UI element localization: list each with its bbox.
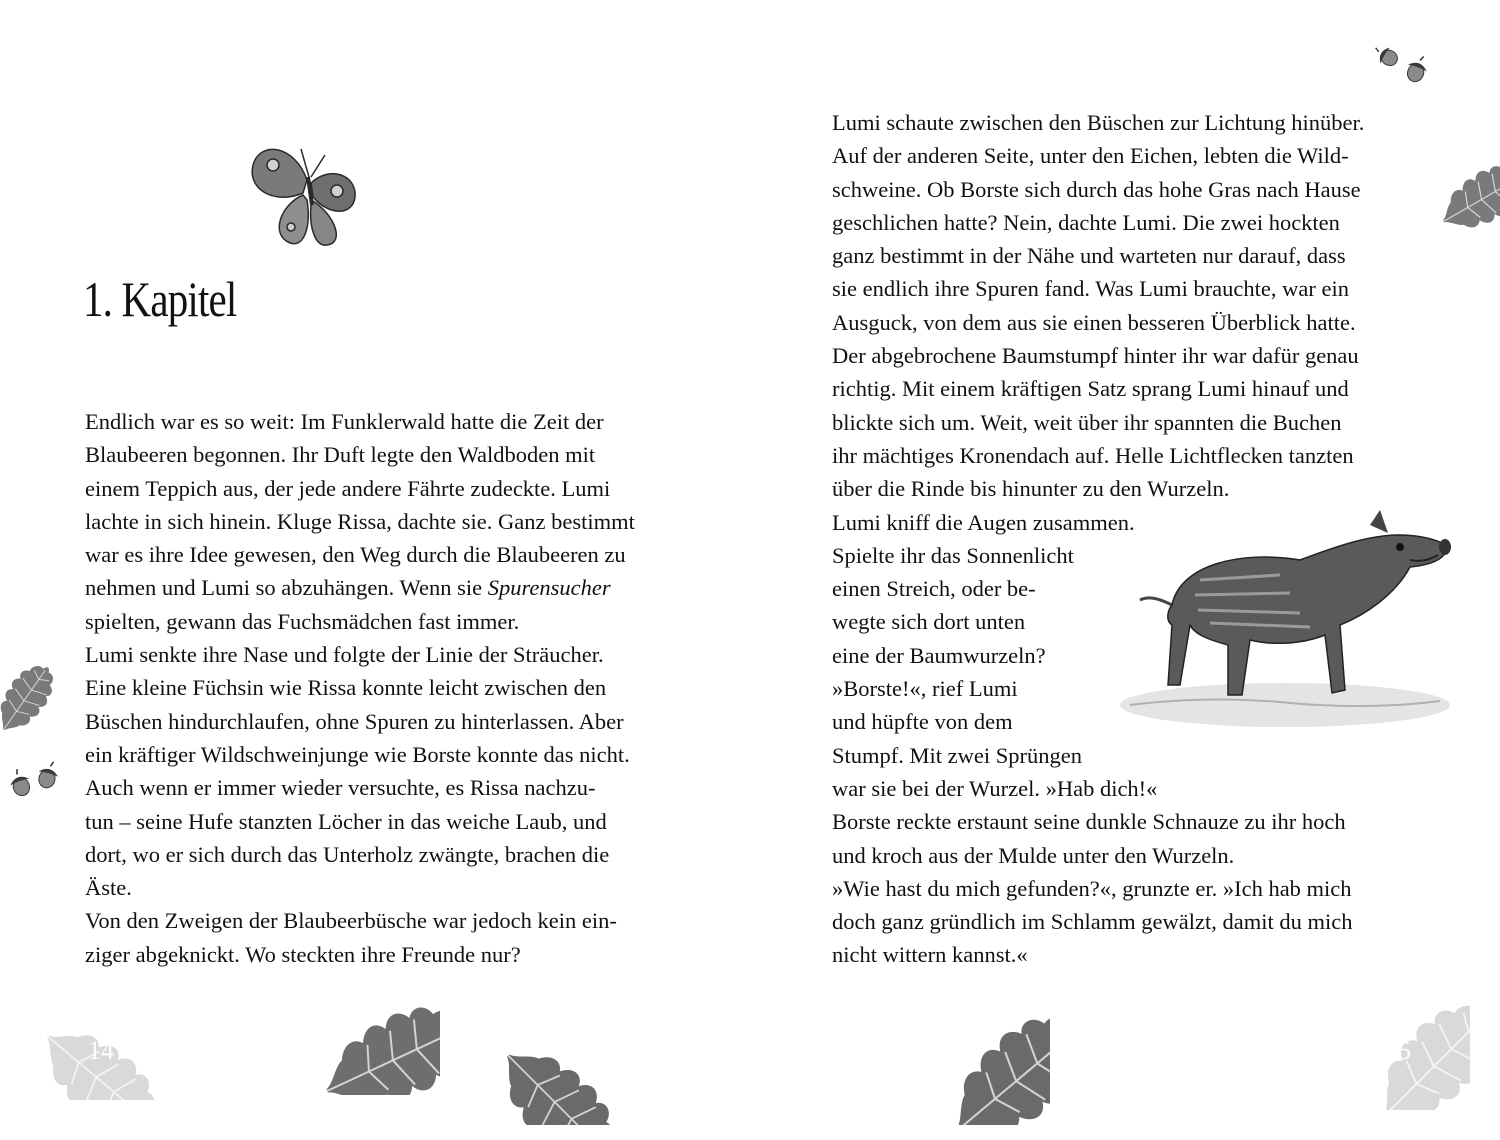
text-line: dort, wo er sich durch das Unterholz zwängte, brachen die bbox=[85, 841, 610, 867]
text-line: über die Rinde bis hinunter zu den Wurzeln. bbox=[832, 476, 1230, 502]
text-line: und kroch aus der Mulde unter den Wurzeln. bbox=[832, 842, 1235, 868]
italic-word: Spurensucher bbox=[487, 575, 611, 601]
text-line: ganz bestimmt in der Nähe und warteten nur darauf, dass bbox=[832, 243, 1346, 269]
acorn-icon bbox=[5, 760, 65, 800]
text-line: Büschen hindurchlaufen, ohne Spuren zu hinterlassen. Aber bbox=[85, 708, 624, 734]
text-line: war es ihre Idee gewesen, den Weg durch die Blaubeeren zu bbox=[85, 542, 626, 568]
text-line: nicht wittern kannst.« bbox=[832, 942, 1028, 968]
text-line: Auf der anderen Seite, unter den Eichen, lebten die Wild- bbox=[832, 143, 1349, 169]
text-line-with-italic bbox=[85, 571, 635, 604]
text-line: »Wie hast du mich gefunden?«, grunzte er. »Ich hab mich bbox=[832, 875, 1352, 901]
right-page bbox=[750, 0, 1500, 1140]
text-line: schweine. Ob Borste sich durch das hohe Gras nach Hause bbox=[832, 176, 1361, 202]
text-line: Borste reckte erstaunt seine dunkle Schnauze zu ihr hoch bbox=[832, 809, 1346, 835]
text-line: wegte sich dort unten bbox=[832, 609, 1026, 635]
text-line: Lumi schaute zwischen den Büschen zur Lichtung hinüber. bbox=[832, 110, 1365, 135]
left-page-text bbox=[85, 405, 635, 971]
text-line: richtig. Mit einem kräftigen Satz sprang Lumi hinauf und bbox=[832, 376, 1349, 402]
text-line: und hüpfte von dem bbox=[832, 709, 1013, 735]
page-number: 14 bbox=[88, 1036, 114, 1065]
text-line: einem Teppich aus, der jede andere Fährte zudeckte. Lumi bbox=[85, 475, 611, 501]
text-line: nehmen und Lumi so abzuhängen. Wenn sie bbox=[85, 575, 488, 601]
text-line: Äste. bbox=[85, 875, 132, 901]
text-line: Eine kleine Füchsin wie Rissa konnte leicht zwischen den bbox=[85, 675, 607, 701]
right-page-text bbox=[832, 106, 1364, 972]
text-line: Lumi senkte ihre Nase und folgte der Linie der Sträucher. bbox=[85, 642, 604, 668]
text-line: ihr mächtiges Kronendach auf. Helle Lichtflecken tanzten bbox=[832, 442, 1354, 468]
oak-leaf-icon bbox=[290, 1005, 440, 1095]
text-line: Stumpf. Mit zwei Sprüngen bbox=[832, 742, 1082, 768]
text-line: sie endlich ihre Spuren fand. Was Lumi brauchte, war ein bbox=[832, 276, 1349, 302]
oak-leaf-icon bbox=[0, 640, 60, 730]
text-line: Ausguck, von dem aus sie einen besseren Überblick hatte. bbox=[832, 309, 1356, 335]
text-line: Von den Zweigen der Blaubeerbüsche war jedoch kein ein- bbox=[85, 908, 617, 934]
acorn-icon bbox=[1372, 42, 1442, 92]
text-line: einen Streich, oder be- bbox=[832, 576, 1036, 602]
text-line: war sie bei der Wurzel. »Hab dich!« bbox=[832, 775, 1158, 801]
text-line: lachte in sich hinein. Kluge Rissa, dachte sie. Ganz bestimmt bbox=[85, 508, 635, 534]
text-line: eine der Baumwurzeln? bbox=[832, 642, 1046, 668]
text-line: spielten, gewann das Fuchsmädchen fast immer. bbox=[85, 608, 520, 634]
text-line: geschlichen hatte? Nein, dachte Lumi. Die zwei hockten bbox=[832, 209, 1340, 235]
text-line: Der abgebrochene Baumstumpf hinter ihr war dafür genau bbox=[832, 343, 1359, 369]
text-line: Blaubeeren begonnen. Ihr Duft legte den Waldboden mit bbox=[85, 442, 596, 468]
butterfly-icon bbox=[245, 135, 370, 250]
text-line: Endlich war es so weit: Im Funklerwald hatte die Zeit der bbox=[85, 409, 604, 434]
text-line: Lumi kniff die Augen zusammen. bbox=[832, 509, 1135, 535]
oak-leaf-icon bbox=[505, 1010, 635, 1125]
chapter-title: 1. Kapitel bbox=[83, 271, 237, 327]
text-line: Spielte ihr das Sonnenlicht bbox=[832, 542, 1074, 568]
page-number: 15 bbox=[1385, 1036, 1411, 1065]
text-line: doch ganz gründlich im Schlamm gewälzt, damit du mich bbox=[832, 909, 1353, 935]
text-line: blickte sich um. Weit, weit über ihr spannten die Buchen bbox=[832, 409, 1342, 435]
text-line: »Borste!«, rief Lumi bbox=[832, 676, 1018, 702]
oak-leaf-icon bbox=[900, 1015, 1050, 1125]
text-line: ein kräftiger Wildschweinjunge wie Borste konnte das nicht. bbox=[85, 741, 630, 767]
text-line: Auch wenn er immer wieder versuchte, es Rissa nachzu- bbox=[85, 775, 596, 801]
text-line: ziger abgeknickt. Wo steckten ihre Freunde nur? bbox=[85, 941, 521, 967]
text-line: tun – seine Hufe stanzten Löcher in das weiche Laub, und bbox=[85, 808, 607, 834]
oak-leaf-icon bbox=[1422, 120, 1500, 230]
